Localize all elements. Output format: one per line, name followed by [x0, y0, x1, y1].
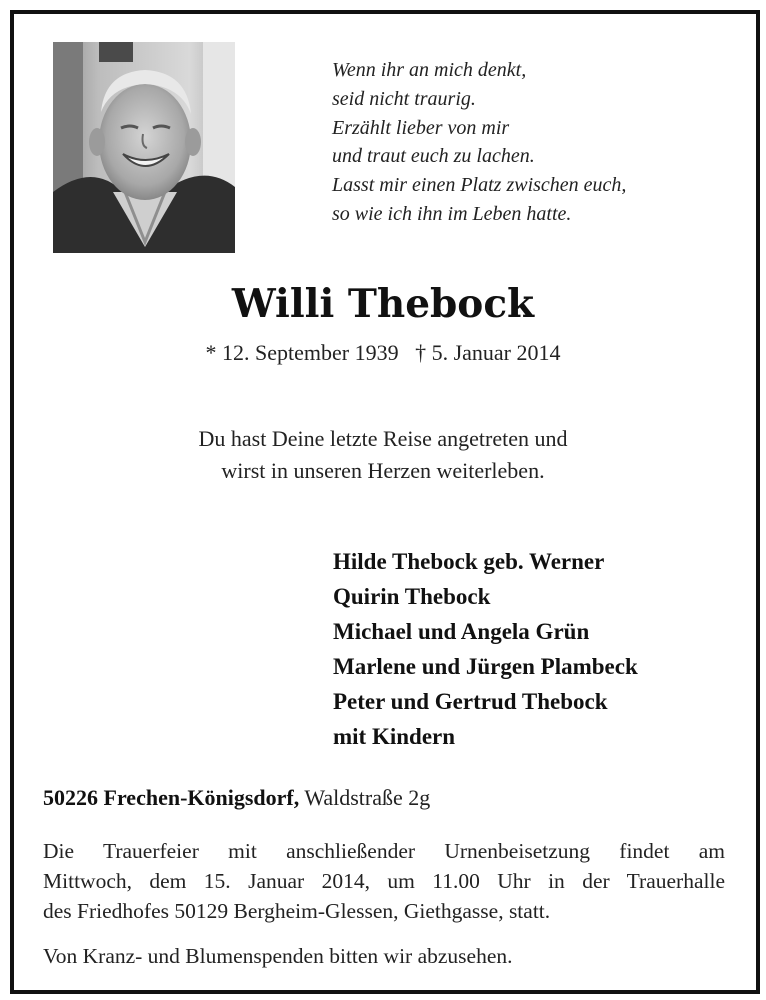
- poem-line: Erzählt lieber von mir: [332, 116, 510, 139]
- poem-line: und traut euch zu lachen.: [332, 145, 535, 168]
- portrait-photo: [53, 42, 235, 253]
- farewell-text: [0, 423, 766, 487]
- mourners-list: [333, 544, 638, 754]
- mourner: mit Kindern: [333, 724, 456, 749]
- mourner: Marlene und Jürgen Plambeck: [333, 654, 638, 679]
- service-info: [43, 836, 725, 926]
- service-line: des Friedhofes 50129 Bergheim-Glessen, Giethgasse, statt.: [43, 899, 551, 923]
- mourner: Michael und Angela Grün: [333, 619, 590, 644]
- mourner: Quirin Thebock: [333, 584, 491, 609]
- poem: [332, 56, 712, 229]
- life-dates: [0, 338, 766, 368]
- poem-line: seid nicht traurig.: [332, 87, 476, 110]
- mourner: Hilde Thebock geb. Werner: [333, 549, 605, 574]
- deceased-name: Willi Thebock: [231, 281, 535, 327]
- mourner: Peter und Gertrud Thebock: [333, 689, 608, 714]
- address-city: 50226 Frechen-Königsdorf,: [43, 785, 300, 810]
- birth-date: * 12. September 1939: [205, 340, 399, 365]
- poem-line: so wie ich ihn im Leben hatte.: [332, 202, 572, 225]
- death-date: † 5. Januar 2014: [415, 340, 561, 365]
- farewell-line: wirst in unseren Herzen weiterleben.: [221, 458, 545, 483]
- service-line: Mittwoch, dem 15. Januar 2014, um 11.00 Uhr in der Trauerhalle: [43, 869, 725, 893]
- address-street: Waldstraße 2g: [304, 785, 431, 810]
- donation-note: Von Kranz- und Blumenspenden bitten wir abzusehen.: [43, 944, 513, 968]
- service-line: Die Trauerfeier mit anschließender Urnenbeisetzung findet am: [43, 839, 725, 863]
- address: [43, 783, 430, 813]
- poem-line: Wenn ihr an mich denkt,: [332, 59, 527, 81]
- poem-line: Lasst mir einen Platz zwischen euch,: [332, 174, 627, 197]
- farewell-line: Du hast Deine letzte Reise angetreten und: [198, 426, 568, 451]
